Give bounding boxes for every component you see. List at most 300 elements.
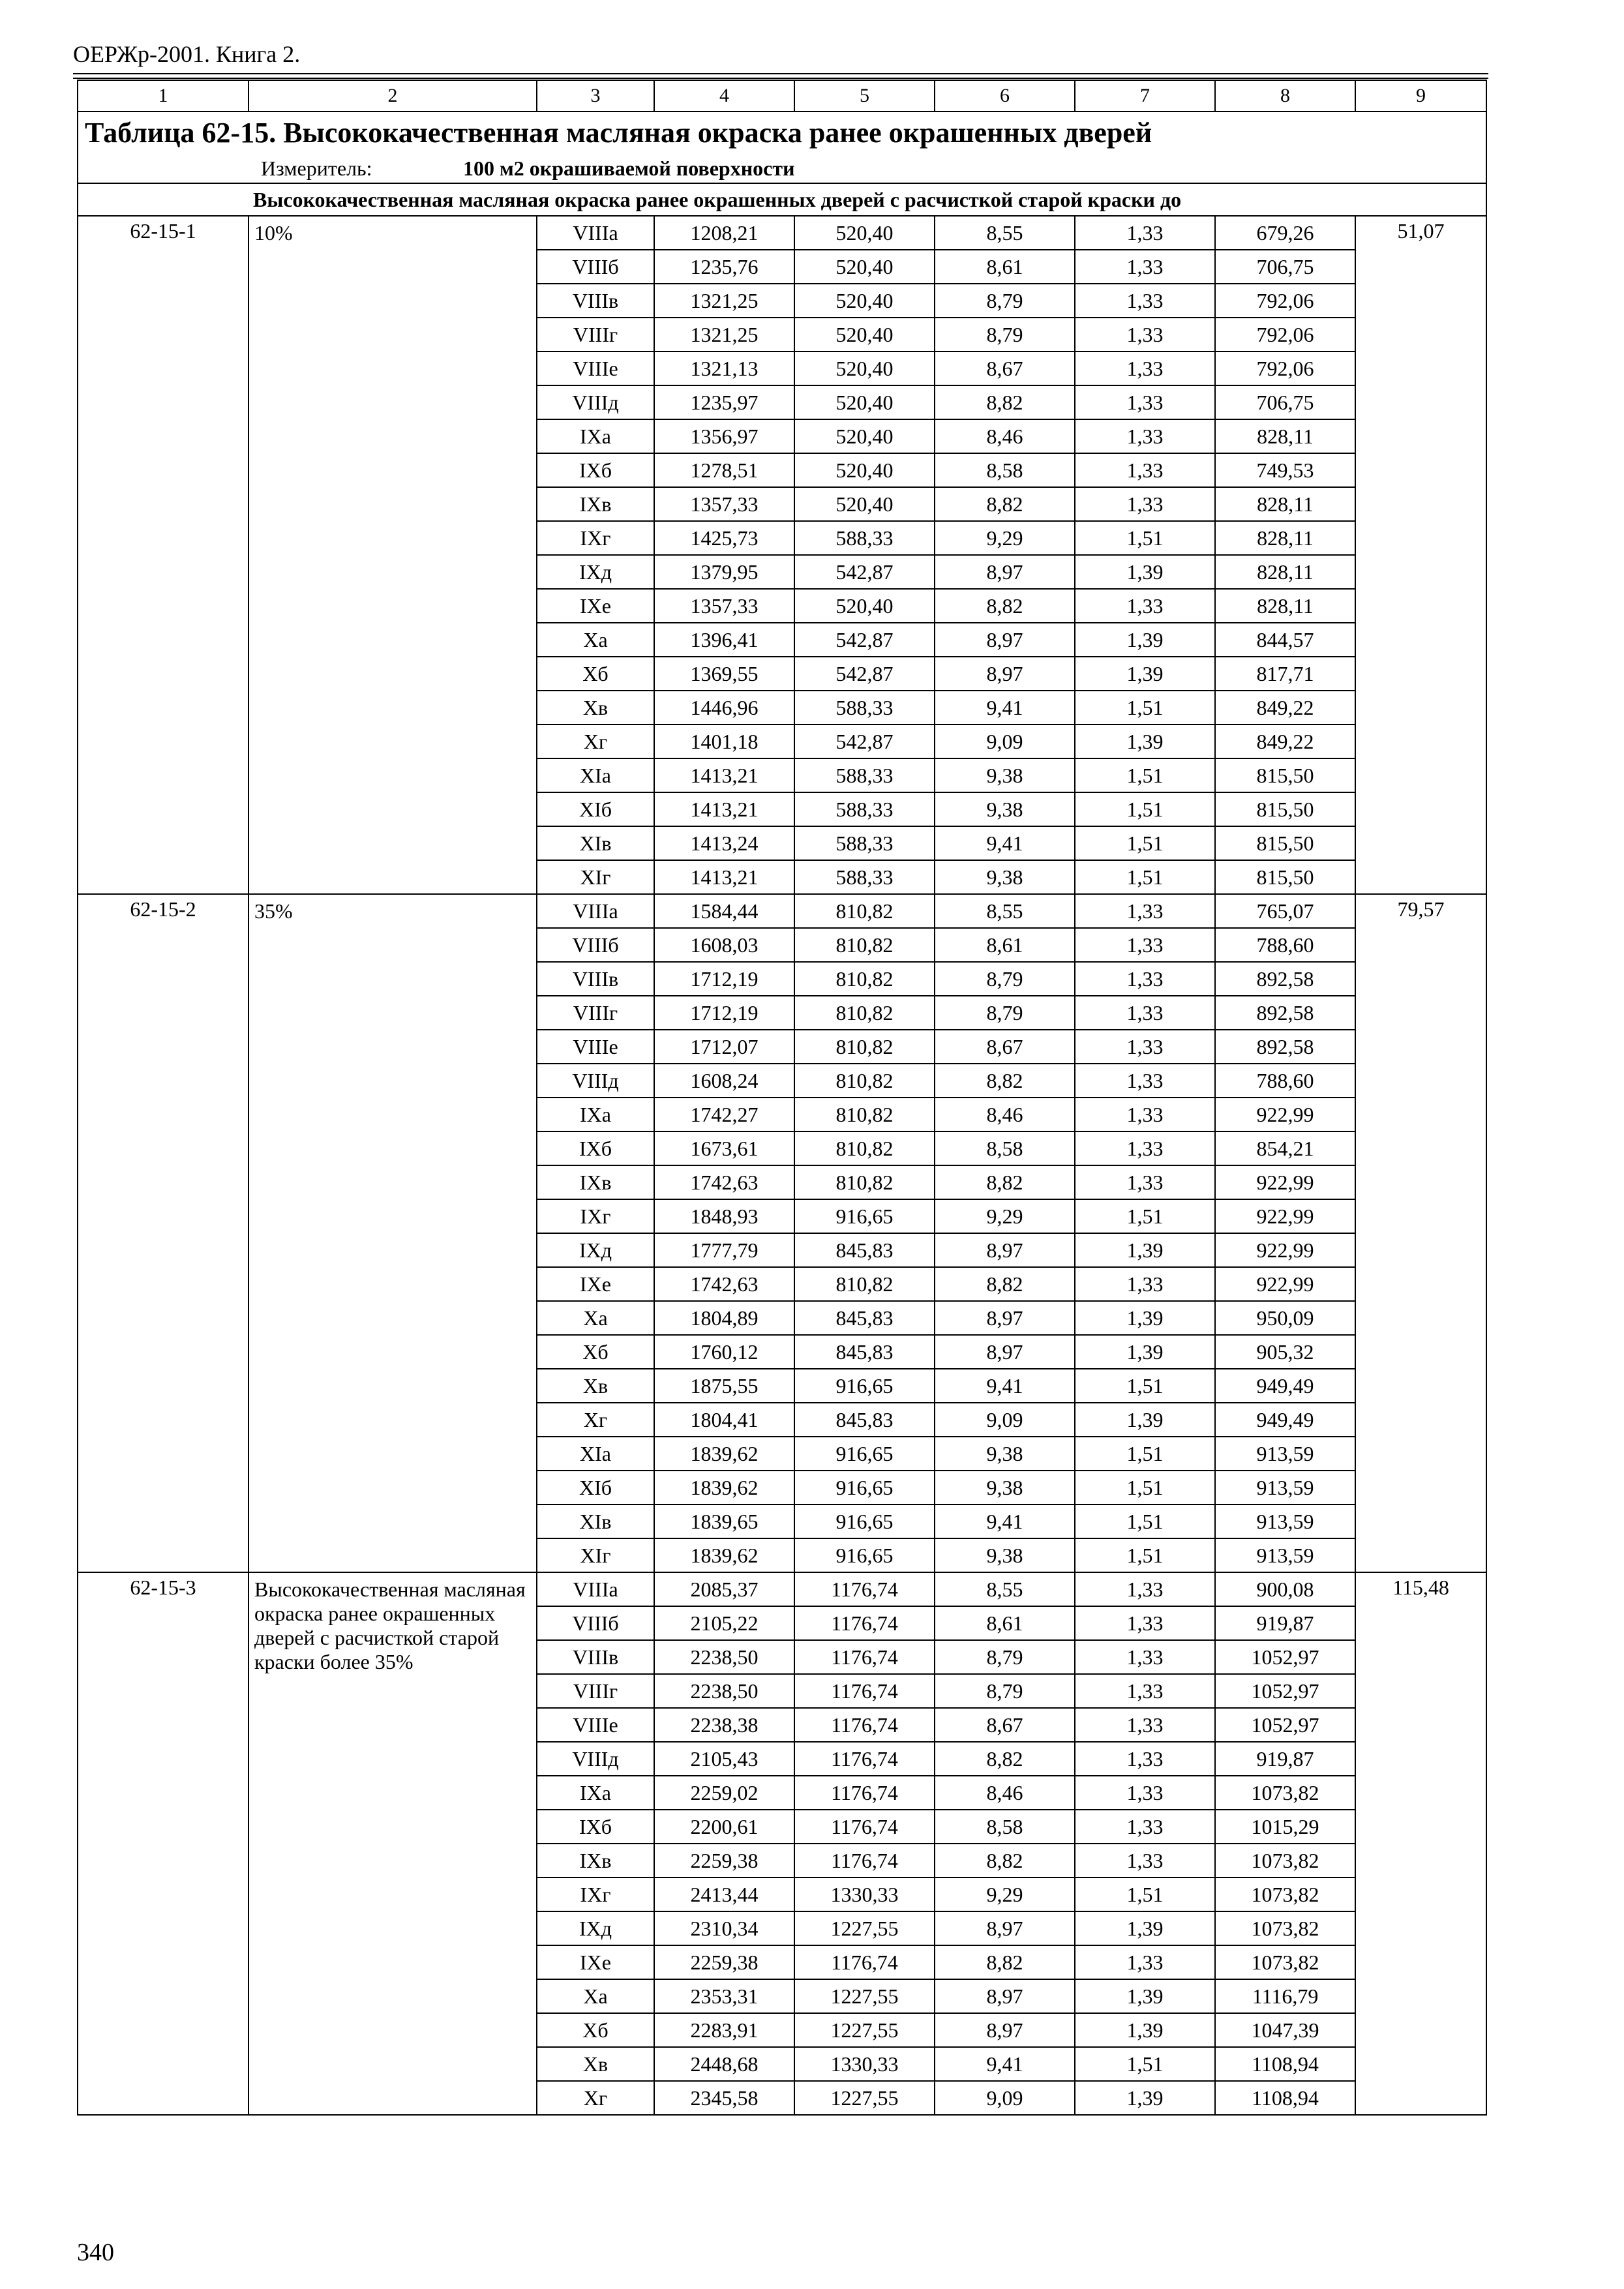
labor-hours-cell: 8,55 bbox=[935, 894, 1075, 928]
machine-cost-cell: 1,33 bbox=[1075, 1674, 1215, 1708]
labor-cost-cell: 520,40 bbox=[794, 318, 935, 352]
materials-cost-cell: 913,59 bbox=[1215, 1504, 1355, 1538]
zone-cell: IXв bbox=[537, 1844, 654, 1878]
machine-cost-cell: 1,39 bbox=[1075, 1233, 1215, 1267]
total-cost-cell: 2085,37 bbox=[654, 1572, 794, 1606]
materials-cost-cell: 815,50 bbox=[1215, 826, 1355, 860]
labor-hours-cell: 9,38 bbox=[935, 860, 1075, 894]
materials-cost-cell: 1052,97 bbox=[1215, 1674, 1355, 1708]
materials-cost-cell: 828,11 bbox=[1215, 487, 1355, 521]
zone-cell: Xв bbox=[537, 691, 654, 725]
labor-cost-cell: 588,33 bbox=[794, 521, 935, 555]
materials-cost-cell: 919,87 bbox=[1215, 1742, 1355, 1776]
total-cost-cell: 2238,38 bbox=[654, 1708, 794, 1742]
machine-cost-cell: 1,33 bbox=[1075, 1640, 1215, 1674]
machine-cost-cell: 1,33 bbox=[1075, 962, 1215, 996]
labor-hours-cell: 8,67 bbox=[935, 352, 1075, 385]
labor-hours-cell: 9,29 bbox=[935, 1878, 1075, 1911]
labor-cost-cell: 916,65 bbox=[794, 1437, 935, 1471]
labor-hours-cell: 9,09 bbox=[935, 1403, 1075, 1437]
labor-hours-cell: 8,55 bbox=[935, 216, 1075, 250]
zone-cell: VIIIа bbox=[537, 894, 654, 928]
zone-cell: IXг bbox=[537, 1199, 654, 1233]
machine-cost-cell: 1,51 bbox=[1075, 1471, 1215, 1504]
zone-cell: Xб bbox=[537, 1335, 654, 1369]
zone-cell: XIг bbox=[537, 1538, 654, 1572]
measure-label: Измеритель: bbox=[261, 157, 372, 180]
zone-cell: VIIIе bbox=[537, 1030, 654, 1064]
total-cost-cell: 2259,38 bbox=[654, 1945, 794, 1979]
labor-hours-cell: 8,58 bbox=[935, 453, 1075, 487]
column-number: 8 bbox=[1215, 80, 1355, 112]
zone-cell: IXв bbox=[537, 1165, 654, 1199]
labor-cost-cell: 588,33 bbox=[794, 758, 935, 792]
materials-cost-cell: 913,59 bbox=[1215, 1471, 1355, 1504]
zone-cell: IXе bbox=[537, 589, 654, 623]
machine-cost-cell: 1,33 bbox=[1075, 453, 1215, 487]
zone-cell: Xа bbox=[537, 623, 654, 657]
labor-hours-cell: 8,97 bbox=[935, 1911, 1075, 1945]
labor-cost-cell: 845,83 bbox=[794, 1301, 935, 1335]
zone-cell: IXб bbox=[537, 1810, 654, 1844]
zone-cell: IXд bbox=[537, 1911, 654, 1945]
section-heading: Высококачественная масляная окраска ранее окрашенных дверей с расчисткой старой краски до bbox=[78, 183, 1486, 216]
total-cost-cell: 1777,79 bbox=[654, 1233, 794, 1267]
materials-cost-cell: 949,49 bbox=[1215, 1403, 1355, 1437]
total-cost-cell: 1446,96 bbox=[654, 691, 794, 725]
machine-cost-cell: 1,39 bbox=[1075, 1979, 1215, 2013]
column-number: 6 bbox=[935, 80, 1075, 112]
labor-cost-cell: 916,65 bbox=[794, 1538, 935, 1572]
total-cost-cell: 2105,43 bbox=[654, 1742, 794, 1776]
materials-cost-cell: 1052,97 bbox=[1215, 1640, 1355, 1674]
total-cost-cell: 1401,18 bbox=[654, 725, 794, 758]
labor-cost-cell: 810,82 bbox=[794, 1131, 935, 1165]
materials-cost-cell: 1073,82 bbox=[1215, 1878, 1355, 1911]
total-cost-cell: 1321,25 bbox=[654, 284, 794, 318]
labor-cost-cell: 1227,55 bbox=[794, 2013, 935, 2047]
machine-cost-cell: 1,33 bbox=[1075, 1810, 1215, 1844]
labor-cost-cell: 845,83 bbox=[794, 1335, 935, 1369]
zone-cell: IXг bbox=[537, 521, 654, 555]
labor-cost-cell: 810,82 bbox=[794, 962, 935, 996]
labor-hours-cell: 8,58 bbox=[935, 1131, 1075, 1165]
labor-cost-cell: 520,40 bbox=[794, 352, 935, 385]
labor-cost-cell: 1330,33 bbox=[794, 2047, 935, 2081]
header-rule bbox=[73, 73, 1488, 74]
zone-cell: VIIIв bbox=[537, 284, 654, 318]
materials-cost-cell: 706,75 bbox=[1215, 250, 1355, 284]
materials-cost-cell: 905,32 bbox=[1215, 1335, 1355, 1369]
total-cost-cell: 1608,24 bbox=[654, 1064, 794, 1098]
labor-cost-cell: 542,87 bbox=[794, 555, 935, 589]
column-number: 5 bbox=[794, 80, 935, 112]
labor-cost-cell: 810,82 bbox=[794, 1064, 935, 1098]
zone-cell: XIб bbox=[537, 1471, 654, 1504]
materials-cost-cell: 1073,82 bbox=[1215, 1776, 1355, 1810]
labor-cost-cell: 520,40 bbox=[794, 419, 935, 453]
measure-cell bbox=[78, 154, 1486, 183]
total-cost-cell: 2200,61 bbox=[654, 1810, 794, 1844]
labor-cost-cell: 1176,74 bbox=[794, 1742, 935, 1776]
labor-hours-cell: 8,97 bbox=[935, 623, 1075, 657]
labor-cost-cell: 916,65 bbox=[794, 1369, 935, 1403]
zone-cell: IXд bbox=[537, 1233, 654, 1267]
zone-cell: Xв bbox=[537, 1369, 654, 1403]
labor-hours-cell: 8,82 bbox=[935, 1844, 1075, 1878]
labor-hours-cell: 9,29 bbox=[935, 521, 1075, 555]
total-cost-cell: 1278,51 bbox=[654, 453, 794, 487]
total-cost-cell: 1235,76 bbox=[654, 250, 794, 284]
machine-cost-cell: 1,51 bbox=[1075, 1369, 1215, 1403]
zone-cell: Xг bbox=[537, 1403, 654, 1437]
labor-hours-cell: 9,41 bbox=[935, 2047, 1075, 2081]
zone-cell: IXг bbox=[537, 1878, 654, 1911]
labor-cost-cell: 845,83 bbox=[794, 1403, 935, 1437]
zone-cell: VIIIг bbox=[537, 318, 654, 352]
machine-cost-cell: 1,33 bbox=[1075, 385, 1215, 419]
machine-cost-cell: 1,33 bbox=[1075, 1708, 1215, 1742]
labor-cost-cell: 520,40 bbox=[794, 453, 935, 487]
description-cell: 35% bbox=[248, 894, 537, 1572]
labor-hours-cell: 8,79 bbox=[935, 996, 1075, 1030]
machine-cost-cell: 1,33 bbox=[1075, 216, 1215, 250]
labor-hours-cell: 8,79 bbox=[935, 318, 1075, 352]
total-cost-cell: 1608,03 bbox=[654, 928, 794, 962]
labor-cost-cell: 542,87 bbox=[794, 657, 935, 691]
machine-cost-cell: 1,51 bbox=[1075, 826, 1215, 860]
labor-cost-cell: 810,82 bbox=[794, 1267, 935, 1301]
materials-cost-cell: 828,11 bbox=[1215, 589, 1355, 623]
machine-cost-cell: 1,51 bbox=[1075, 2047, 1215, 2081]
zone-cell: VIIIг bbox=[537, 1674, 654, 1708]
machine-cost-cell: 1,51 bbox=[1075, 521, 1215, 555]
total-cost-cell: 1413,21 bbox=[654, 758, 794, 792]
labor-cost-cell: 1227,55 bbox=[794, 1979, 935, 2013]
materials-cost-cell: 1047,39 bbox=[1215, 2013, 1355, 2047]
labor-hours-cell: 8,79 bbox=[935, 962, 1075, 996]
materials-cost-cell: 792,06 bbox=[1215, 284, 1355, 318]
section-heading-row bbox=[78, 183, 1486, 216]
rate-code-cell: 62-15-3 bbox=[78, 1572, 248, 2115]
materials-cost-cell: 913,59 bbox=[1215, 1437, 1355, 1471]
materials-cost-cell: 1073,82 bbox=[1215, 1844, 1355, 1878]
total-cost-cell: 1742,63 bbox=[654, 1165, 794, 1199]
machine-cost-cell: 1,39 bbox=[1075, 657, 1215, 691]
labor-cost-cell: 520,40 bbox=[794, 589, 935, 623]
materials-cost-cell: 922,99 bbox=[1215, 1233, 1355, 1267]
column-number: 1 bbox=[78, 80, 248, 112]
labor-hours-cell: 9,41 bbox=[935, 826, 1075, 860]
materials-cost-cell: 922,99 bbox=[1215, 1165, 1355, 1199]
zone-cell: XIг bbox=[537, 860, 654, 894]
total-cost-cell: 1760,12 bbox=[654, 1335, 794, 1369]
labor-hours-cell: 8,58 bbox=[935, 1810, 1075, 1844]
zone-cell: IXе bbox=[537, 1267, 654, 1301]
labor-hours-cell: 8,82 bbox=[935, 1165, 1075, 1199]
zone-cell: Xб bbox=[537, 2013, 654, 2047]
rate-code-cell: 62-15-2 bbox=[78, 894, 248, 1572]
materials-cost-cell: 892,58 bbox=[1215, 962, 1355, 996]
zone-cell: VIIIв bbox=[537, 962, 654, 996]
machine-cost-cell: 1,39 bbox=[1075, 1301, 1215, 1335]
zone-cell: Xг bbox=[537, 2081, 654, 2115]
zone-cell: XIа bbox=[537, 758, 654, 792]
machine-cost-cell: 1,51 bbox=[1075, 1437, 1215, 1471]
machine-cost-cell: 1,33 bbox=[1075, 894, 1215, 928]
labor-hours-cell: 8,97 bbox=[935, 555, 1075, 589]
total-cost-cell: 2259,38 bbox=[654, 1844, 794, 1878]
total-cost-cell: 1584,44 bbox=[654, 894, 794, 928]
total-cost-cell: 1804,89 bbox=[654, 1301, 794, 1335]
labor-cost-cell: 1330,33 bbox=[794, 1878, 935, 1911]
total-cost-cell: 2345,58 bbox=[654, 2081, 794, 2115]
labor-cost-cell: 1176,74 bbox=[794, 1844, 935, 1878]
zone-cell: IXб bbox=[537, 1131, 654, 1165]
machine-cost-cell: 1,33 bbox=[1075, 996, 1215, 1030]
labor-cost-cell: 588,33 bbox=[794, 691, 935, 725]
machine-cost-cell: 1,51 bbox=[1075, 1199, 1215, 1233]
column-number: 3 bbox=[537, 80, 654, 112]
table-row bbox=[78, 216, 1486, 250]
materials-cost-cell: 788,60 bbox=[1215, 1064, 1355, 1098]
zone-cell: XIв bbox=[537, 1504, 654, 1538]
labor-hours-cell: 9,09 bbox=[935, 725, 1075, 758]
labor-cost-cell: 916,65 bbox=[794, 1199, 935, 1233]
zone-cell: IXа bbox=[537, 1098, 654, 1131]
column9-value-cell: 79,57 bbox=[1355, 894, 1486, 1572]
labor-hours-cell: 8,82 bbox=[935, 1064, 1075, 1098]
total-cost-cell: 1369,55 bbox=[654, 657, 794, 691]
materials-cost-cell: 792,06 bbox=[1215, 352, 1355, 385]
total-cost-cell: 1396,41 bbox=[654, 623, 794, 657]
labor-hours-cell: 8,97 bbox=[935, 657, 1075, 691]
zone-cell: VIIIа bbox=[537, 1572, 654, 1606]
labor-hours-cell: 8,67 bbox=[935, 1708, 1075, 1742]
zone-cell: XIб bbox=[537, 792, 654, 826]
materials-cost-cell: 828,11 bbox=[1215, 521, 1355, 555]
labor-hours-cell: 8,61 bbox=[935, 928, 1075, 962]
total-cost-cell: 1712,19 bbox=[654, 962, 794, 996]
total-cost-cell: 1357,33 bbox=[654, 589, 794, 623]
total-cost-cell: 1673,61 bbox=[654, 1131, 794, 1165]
labor-hours-cell: 9,38 bbox=[935, 758, 1075, 792]
labor-cost-cell: 810,82 bbox=[794, 1098, 935, 1131]
labor-hours-cell: 8,82 bbox=[935, 385, 1075, 419]
zone-cell: VIIIг bbox=[537, 996, 654, 1030]
total-cost-cell: 1712,07 bbox=[654, 1030, 794, 1064]
total-cost-cell: 1425,73 bbox=[654, 521, 794, 555]
materials-cost-cell: 950,09 bbox=[1215, 1301, 1355, 1335]
machine-cost-cell: 1,51 bbox=[1075, 792, 1215, 826]
machine-cost-cell: 1,33 bbox=[1075, 1606, 1215, 1640]
labor-hours-cell: 8,61 bbox=[935, 1606, 1075, 1640]
labor-hours-cell: 9,41 bbox=[935, 1504, 1075, 1538]
machine-cost-cell: 1,51 bbox=[1075, 860, 1215, 894]
total-cost-cell: 1413,21 bbox=[654, 792, 794, 826]
labor-cost-cell: 1176,74 bbox=[794, 1810, 935, 1844]
total-cost-cell: 1356,97 bbox=[654, 419, 794, 453]
labor-cost-cell: 1176,74 bbox=[794, 1945, 935, 1979]
materials-cost-cell: 1073,82 bbox=[1215, 1911, 1355, 1945]
column9-value-cell: 51,07 bbox=[1355, 216, 1486, 894]
zone-cell: XIв bbox=[537, 826, 654, 860]
table-title: Таблица 62-15. Высококачественная масляная окраска ранее окрашенных дверей bbox=[78, 112, 1486, 154]
labor-hours-cell: 9,38 bbox=[935, 792, 1075, 826]
materials-cost-cell: 1073,82 bbox=[1215, 1945, 1355, 1979]
labor-hours-cell: 8,46 bbox=[935, 419, 1075, 453]
zone-cell: VIIIв bbox=[537, 1640, 654, 1674]
total-cost-cell: 2238,50 bbox=[654, 1674, 794, 1708]
price-table bbox=[77, 80, 1487, 2116]
zone-cell: Xв bbox=[537, 2047, 654, 2081]
labor-cost-cell: 810,82 bbox=[794, 928, 935, 962]
machine-cost-cell: 1,39 bbox=[1075, 623, 1215, 657]
labor-cost-cell: 588,33 bbox=[794, 860, 935, 894]
labor-cost-cell: 588,33 bbox=[794, 792, 935, 826]
labor-hours-cell: 8,82 bbox=[935, 1945, 1075, 1979]
zone-cell: IXе bbox=[537, 1945, 654, 1979]
total-cost-cell: 1413,21 bbox=[654, 860, 794, 894]
total-cost-cell: 1208,21 bbox=[654, 216, 794, 250]
materials-cost-cell: 922,99 bbox=[1215, 1098, 1355, 1131]
machine-cost-cell: 1,33 bbox=[1075, 352, 1215, 385]
total-cost-cell: 2259,02 bbox=[654, 1776, 794, 1810]
labor-hours-cell: 8,97 bbox=[935, 1301, 1075, 1335]
zone-cell: VIIIб bbox=[537, 1606, 654, 1640]
labor-cost-cell: 542,87 bbox=[794, 725, 935, 758]
table-row bbox=[78, 1572, 1486, 1606]
total-cost-cell: 1804,41 bbox=[654, 1403, 794, 1437]
labor-cost-cell: 810,82 bbox=[794, 1030, 935, 1064]
machine-cost-cell: 1,51 bbox=[1075, 1504, 1215, 1538]
table-row bbox=[78, 894, 1486, 928]
labor-cost-cell: 520,40 bbox=[794, 284, 935, 318]
machine-cost-cell: 1,39 bbox=[1075, 2081, 1215, 2115]
machine-cost-cell: 1,51 bbox=[1075, 691, 1215, 725]
machine-cost-cell: 1,51 bbox=[1075, 1538, 1215, 1572]
zone-cell: VIIIб bbox=[537, 928, 654, 962]
column-number: 7 bbox=[1075, 80, 1215, 112]
table-title-row bbox=[78, 112, 1486, 154]
total-cost-cell: 1839,65 bbox=[654, 1504, 794, 1538]
header-rule-second bbox=[73, 78, 1488, 79]
total-cost-cell: 1235,97 bbox=[654, 385, 794, 419]
machine-cost-cell: 1,39 bbox=[1075, 1403, 1215, 1437]
zone-cell: IXд bbox=[537, 555, 654, 589]
total-cost-cell: 2105,22 bbox=[654, 1606, 794, 1640]
labor-hours-cell: 9,41 bbox=[935, 691, 1075, 725]
materials-cost-cell: 1108,94 bbox=[1215, 2081, 1355, 2115]
machine-cost-cell: 1,33 bbox=[1075, 1844, 1215, 1878]
labor-hours-cell: 8,97 bbox=[935, 2013, 1075, 2047]
total-cost-cell: 1742,63 bbox=[654, 1267, 794, 1301]
machine-cost-cell: 1,51 bbox=[1075, 1878, 1215, 1911]
machine-cost-cell: 1,33 bbox=[1075, 1742, 1215, 1776]
labor-cost-cell: 1227,55 bbox=[794, 1911, 935, 1945]
machine-cost-cell: 1,33 bbox=[1075, 419, 1215, 453]
materials-cost-cell: 892,58 bbox=[1215, 996, 1355, 1030]
total-cost-cell: 2310,34 bbox=[654, 1911, 794, 1945]
total-cost-cell: 2448,68 bbox=[654, 2047, 794, 2081]
total-cost-cell: 1379,95 bbox=[654, 555, 794, 589]
labor-hours-cell: 9,38 bbox=[935, 1437, 1075, 1471]
labor-cost-cell: 810,82 bbox=[794, 996, 935, 1030]
machine-cost-cell: 1,39 bbox=[1075, 1911, 1215, 1945]
labor-hours-cell: 8,79 bbox=[935, 284, 1075, 318]
materials-cost-cell: 815,50 bbox=[1215, 758, 1355, 792]
materials-cost-cell: 849,22 bbox=[1215, 691, 1355, 725]
total-cost-cell: 2353,31 bbox=[654, 1979, 794, 2013]
labor-hours-cell: 8,82 bbox=[935, 487, 1075, 521]
labor-cost-cell: 520,40 bbox=[794, 487, 935, 521]
zone-cell: IXа bbox=[537, 1776, 654, 1810]
total-cost-cell: 1848,93 bbox=[654, 1199, 794, 1233]
labor-cost-cell: 1176,74 bbox=[794, 1708, 935, 1742]
materials-cost-cell: 913,59 bbox=[1215, 1538, 1355, 1572]
materials-cost-cell: 1052,97 bbox=[1215, 1708, 1355, 1742]
running-title: ОЕРЖр-2001. Книга 2. bbox=[73, 41, 301, 67]
column-number: 4 bbox=[654, 80, 794, 112]
machine-cost-cell: 1,33 bbox=[1075, 1572, 1215, 1606]
description-cell: Высококачественная масляная окраска ранее окрашенных дверей с расчисткой старой краски более 35% bbox=[248, 1572, 537, 2115]
machine-cost-cell: 1,33 bbox=[1075, 1131, 1215, 1165]
column-number: 9 bbox=[1355, 80, 1486, 112]
labor-hours-cell: 8,79 bbox=[935, 1640, 1075, 1674]
total-cost-cell: 1357,33 bbox=[654, 487, 794, 521]
zone-cell: Xа bbox=[537, 1979, 654, 2013]
machine-cost-cell: 1,33 bbox=[1075, 1098, 1215, 1131]
zone-cell: VIIIд bbox=[537, 385, 654, 419]
total-cost-cell: 1839,62 bbox=[654, 1471, 794, 1504]
machine-cost-cell: 1,33 bbox=[1075, 284, 1215, 318]
materials-cost-cell: 1116,79 bbox=[1215, 1979, 1355, 2013]
total-cost-cell: 2413,44 bbox=[654, 1878, 794, 1911]
materials-cost-cell: 817,71 bbox=[1215, 657, 1355, 691]
total-cost-cell: 1875,55 bbox=[654, 1369, 794, 1403]
zone-cell: IXа bbox=[537, 419, 654, 453]
zone-cell: VIIIе bbox=[537, 352, 654, 385]
machine-cost-cell: 1,51 bbox=[1075, 758, 1215, 792]
labor-hours-cell: 9,09 bbox=[935, 2081, 1075, 2115]
machine-cost-cell: 1,33 bbox=[1075, 1165, 1215, 1199]
zone-cell: Xа bbox=[537, 1301, 654, 1335]
labor-hours-cell: 8,97 bbox=[935, 1335, 1075, 1369]
labor-cost-cell: 916,65 bbox=[794, 1471, 935, 1504]
measure-value: 100 м2 окрашиваемой поверхности bbox=[463, 157, 795, 180]
materials-cost-cell: 749,53 bbox=[1215, 453, 1355, 487]
labor-hours-cell: 8,61 bbox=[935, 250, 1075, 284]
machine-cost-cell: 1,33 bbox=[1075, 1030, 1215, 1064]
labor-cost-cell: 542,87 bbox=[794, 623, 935, 657]
materials-cost-cell: 679,26 bbox=[1215, 216, 1355, 250]
machine-cost-cell: 1,33 bbox=[1075, 1064, 1215, 1098]
labor-cost-cell: 1176,74 bbox=[794, 1674, 935, 1708]
total-cost-cell: 2283,91 bbox=[654, 2013, 794, 2047]
zone-cell: VIIIа bbox=[537, 216, 654, 250]
labor-hours-cell: 9,41 bbox=[935, 1369, 1075, 1403]
labor-hours-cell: 8,46 bbox=[935, 1098, 1075, 1131]
machine-cost-cell: 1,33 bbox=[1075, 1267, 1215, 1301]
materials-cost-cell: 765,07 bbox=[1215, 894, 1355, 928]
zone-cell: IXв bbox=[537, 487, 654, 521]
labor-hours-cell: 8,67 bbox=[935, 1030, 1075, 1064]
total-cost-cell: 1321,25 bbox=[654, 318, 794, 352]
materials-cost-cell: 792,06 bbox=[1215, 318, 1355, 352]
rate-code-cell: 62-15-1 bbox=[78, 216, 248, 894]
labor-cost-cell: 588,33 bbox=[794, 826, 935, 860]
labor-hours-cell: 8,82 bbox=[935, 1267, 1075, 1301]
